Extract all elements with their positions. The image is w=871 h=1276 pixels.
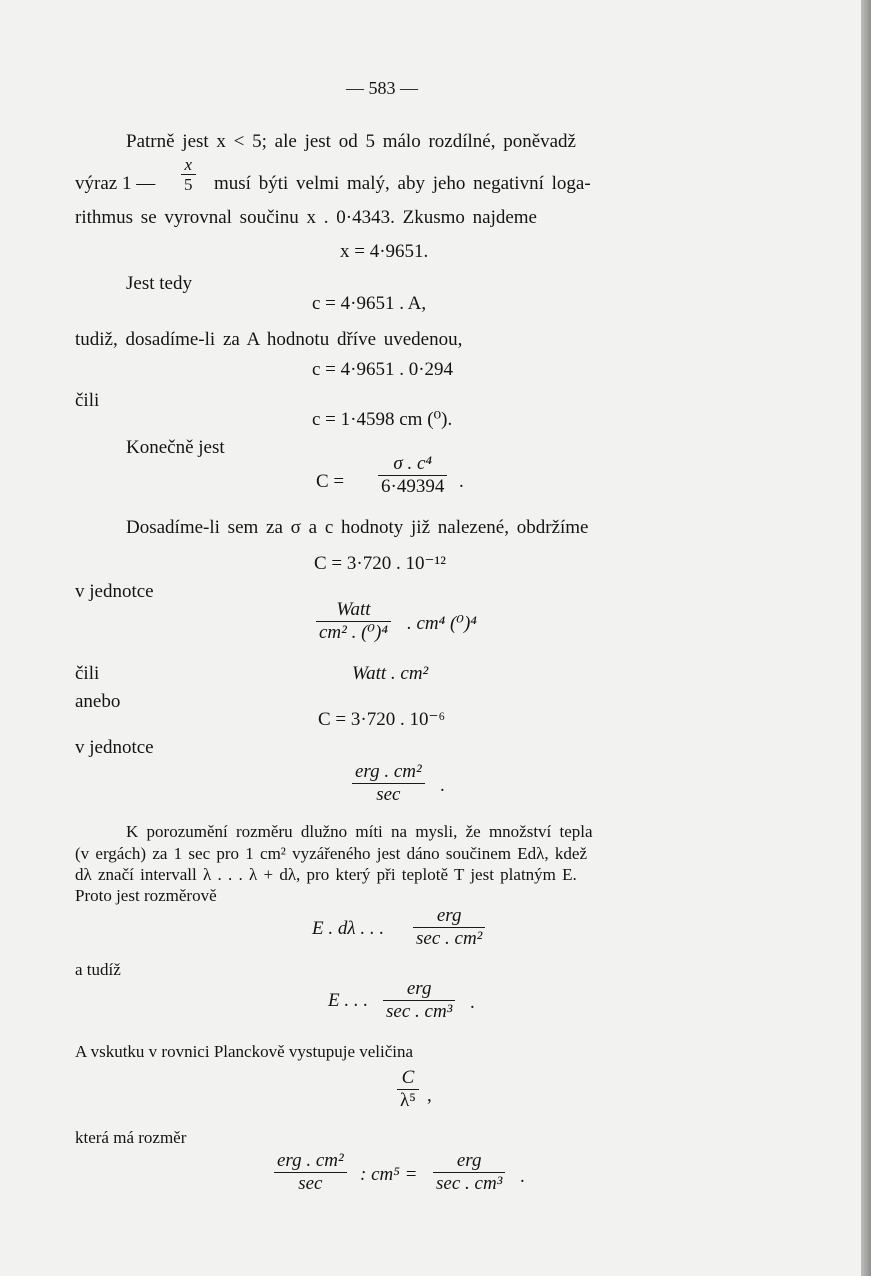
equation-lhs: E . . . (328, 990, 369, 1011)
equation: c = 4·9651 . 0·294 (312, 359, 454, 380)
equation-tail: . (459, 471, 464, 492)
denominator: 5 (184, 175, 193, 194)
equation-lhs: C = (316, 471, 345, 492)
page-number: — 583 — (346, 78, 418, 98)
equation-middle: : cm⁵ = (360, 1164, 418, 1185)
paragraph-line: rithmus se vyrovnal součinu x . 0·4343. Zkusmo najdeme (75, 207, 537, 228)
equation: x = 4·9651. (340, 241, 429, 262)
numerator: erg . cm² (355, 761, 422, 782)
paragraph-line: K porozumění rozměru dlužno míti na mysli, že množství tepla (126, 822, 593, 841)
equation-tail: . (470, 992, 475, 1013)
text-line: tudiž, dosadíme-li za A hodnotu dříve uvedenou, (75, 329, 463, 350)
equation-tail: . (440, 775, 445, 796)
denominator: cm² . (⁰)⁴ (319, 622, 388, 643)
numerator: erg (436, 905, 462, 926)
denominator: sec . cm³ (386, 1001, 453, 1022)
numerator: erg (406, 978, 432, 999)
text-line: A vskutku v rovnici Planckově vystupuje veličina (75, 1042, 414, 1061)
text-line: čili (75, 390, 100, 411)
equation-tail: , (427, 1085, 432, 1106)
page-edge-shadow (861, 0, 871, 1276)
numerator: erg . cm² (277, 1150, 344, 1171)
equation: C = 3·720 . 10⁻¹² (314, 553, 446, 574)
fraction-erg (352, 761, 425, 806)
fraction-sigma-c4 (378, 453, 447, 498)
denominator: sec (298, 1173, 323, 1194)
equation: c = 4·9651 . A, (312, 293, 427, 314)
fraction-c-lambda5 (397, 1067, 419, 1112)
text-line: čili (75, 663, 100, 684)
fraction-erg-sec-cm2 (413, 905, 485, 950)
fraction-x-over-5 (181, 155, 196, 194)
text-line: anebo (75, 691, 121, 712)
fraction-erg-sec-cm3 (383, 978, 455, 1023)
text-line: v jednotce (75, 581, 154, 602)
paragraph-line: výraz 1 — (75, 173, 156, 194)
paragraph-line: (v ergách) za 1 sec pro 1 cm² vyzářeného jest dáno součinem Edλ, kdež (75, 844, 588, 863)
numerator: Watt (336, 599, 371, 620)
numerator: erg (456, 1150, 482, 1171)
text-line: Jest tedy (126, 273, 192, 294)
text-line: která má rozměr (75, 1128, 187, 1147)
equation: Watt . cm² (352, 663, 429, 684)
fraction-watt (316, 599, 391, 644)
paragraph-line: dλ značí intervall λ . . . λ + dλ, pro který při teplotě T jest platným E. (75, 865, 577, 884)
paragraph-line: Proto jest rozměrově (75, 886, 217, 905)
denominator: sec . cm³ (436, 1173, 503, 1194)
denominator: sec . cm² (416, 928, 483, 949)
fraction-erg-cm2-sec (274, 1150, 347, 1195)
denominator: sec (376, 784, 401, 805)
denominator: λ⁵ (400, 1090, 416, 1111)
equation-tail: . cm⁴ (⁰)⁴ (407, 613, 477, 634)
text-line: Dosadíme-li sem za σ a c hodnoty již nalezené, obdržíme (126, 517, 589, 538)
equation: c = 1·4598 cm (⁰). (312, 409, 453, 430)
equation-lhs: E . dλ . . . (312, 918, 385, 939)
text-line: Konečně jest (126, 437, 225, 458)
paragraph-line: musí býti velmi malý, aby jeho negativní loga- (214, 173, 591, 194)
equation-tail: . (520, 1166, 525, 1187)
numerator: x (184, 155, 193, 174)
text-line: a tudíž (75, 960, 121, 979)
numerator: σ . c⁴ (393, 453, 432, 474)
equation: C = 3·720 . 10⁻⁶ (318, 709, 446, 730)
numerator: C (401, 1067, 415, 1088)
denominator: 6·49394 (381, 476, 445, 497)
text-line: v jednotce (75, 737, 154, 758)
paragraph-line: Patrně jest x < 5; ale jest od 5 málo rozdílné, poněvadž (126, 131, 576, 152)
fraction-erg-sec-cm3-b (433, 1150, 505, 1195)
